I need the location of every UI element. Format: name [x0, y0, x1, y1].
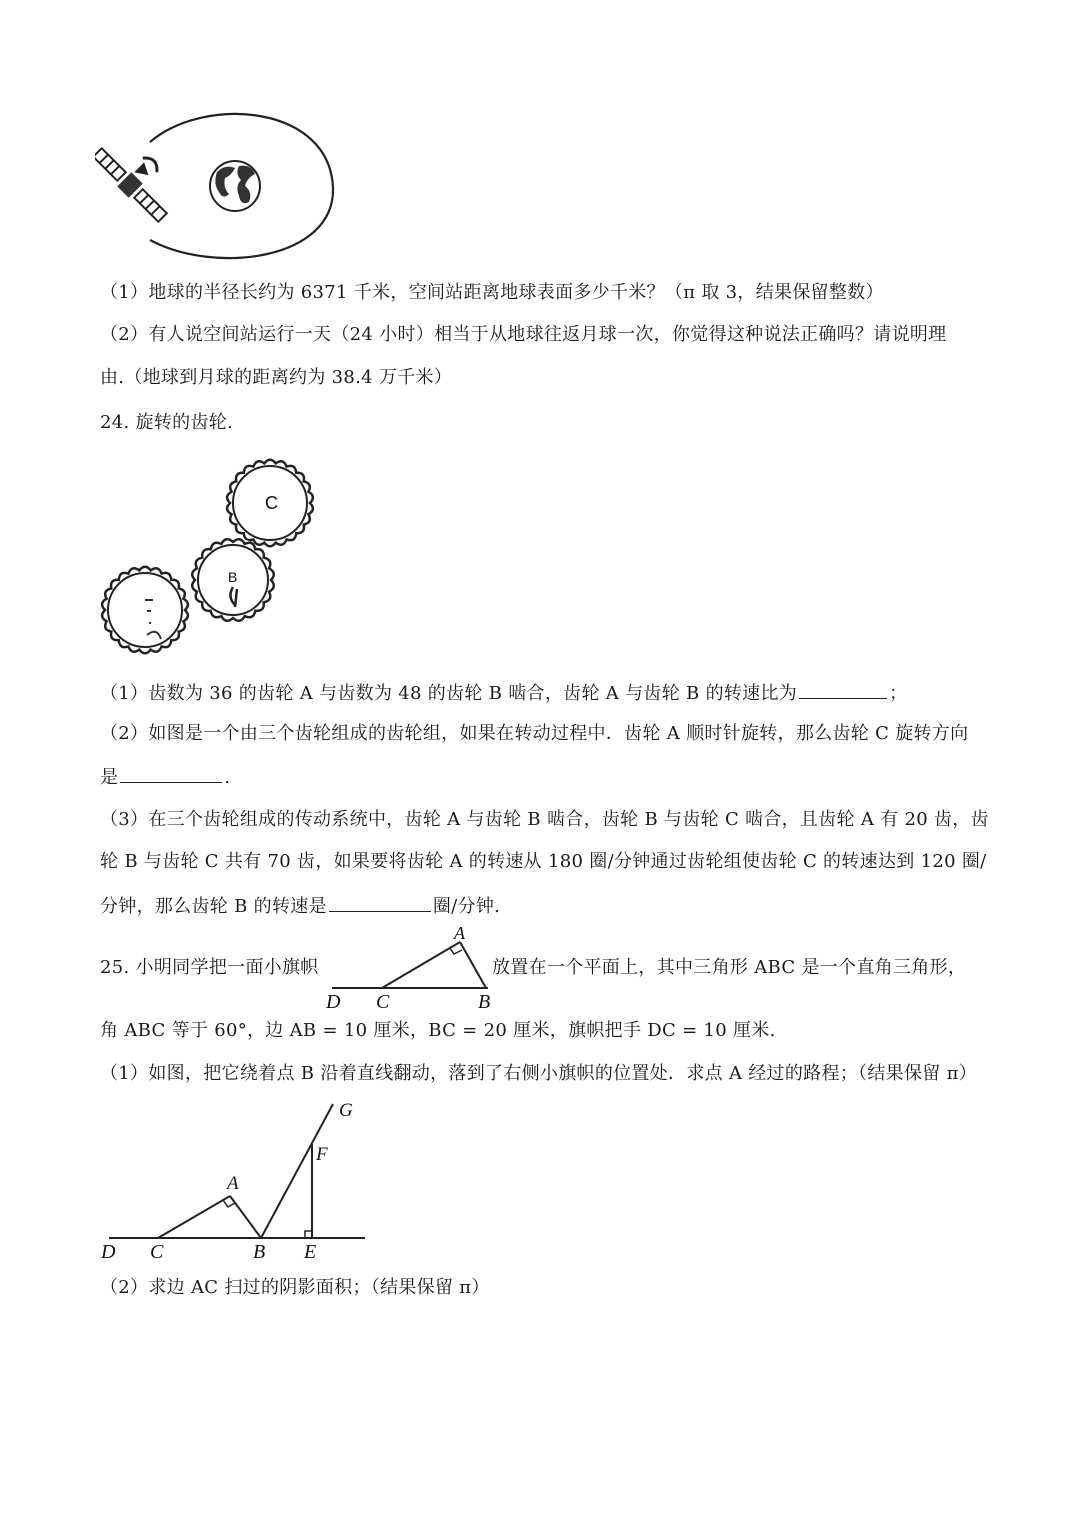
q25-intro-text-2: 放置在一个平面上，其中三角形 ABC 是一个直角三角形，	[492, 957, 967, 978]
q24-part3-line2: 轮 B 与齿轮 C 共有 70 齿，如果要将齿轮 A 的转速从 180 圈/分钟通过齿轮组使齿轮 C 的转速达到 120 圈/	[100, 851, 987, 872]
fig-label-c: C	[150, 1241, 164, 1263]
flag-figure	[320, 922, 500, 1014]
flag-label-b: B	[478, 991, 491, 1013]
q24-part1	[100, 680, 907, 706]
gear-b-label: B	[228, 569, 238, 585]
fig-label-f: F	[316, 1144, 328, 1165]
fig-label-d: D	[101, 1241, 116, 1263]
fig-label-b: B	[253, 1241, 266, 1263]
q25-part2: （2）求边 AC 扫过的阴影面积；（结果保留 π）	[100, 1277, 490, 1298]
flag-label-c: C	[376, 991, 390, 1013]
q24-answer-blank-2[interactable]	[120, 764, 222, 783]
q24-part3-line3	[100, 893, 500, 919]
earth-icon	[210, 161, 260, 211]
fig-label-e: E	[304, 1241, 317, 1263]
gear-a-icon	[101, 566, 189, 654]
satellite-icon	[95, 128, 187, 224]
q24-title: 24. 旋转的齿轮.	[100, 412, 234, 433]
fig-label-a: A	[227, 1173, 239, 1194]
rotation-figure	[95, 1098, 380, 1268]
q23-part2-line1: （2）有人说空间站运行一天（24 小时）相当于从地球往返月球一次，你觉得这种说法正确吗？请说明理	[100, 324, 947, 345]
q23-part2-line2: 由.（地球到月球的距离约为 38.4 万千米）	[100, 367, 453, 388]
q24-part3-end: 圈/分钟.	[432, 896, 501, 917]
q25-intro-text: 25. 小明同学把一面小旗帜	[100, 957, 319, 978]
q24-part2-line2	[100, 764, 230, 790]
q24-part1-end: ；	[889, 683, 908, 704]
q25-part1: （1）如图，把它绕着点 B 沿着直线翻动，落到了右侧小旗帜的位置处．求点 A 经过的路程；（结果保留 π）	[100, 1063, 978, 1084]
gear-c-label: C	[265, 493, 278, 513]
flag-label-d: D	[326, 991, 341, 1013]
q24-part2-line1: （2）如图是一个由三个齿轮组成的齿轮组，如果在转动过程中．齿轮 A 顺时针旋转，那么齿轮 C 旋转方向	[100, 723, 969, 744]
gear-figure	[95, 455, 335, 660]
q24-part2-end: .	[224, 767, 231, 788]
fig-label-g: G	[339, 1100, 353, 1121]
q24-part3-text: 分钟，那么齿轮 B 的转速是	[100, 896, 327, 917]
q24-answer-blank-1[interactable]	[799, 680, 887, 699]
q24-answer-blank-3[interactable]	[329, 893, 431, 912]
q23-part1: （1）地球的半径长约为 6371 千米，空间站距离地球表面多少千米？（π 取 3，结果保留整数）	[100, 282, 884, 303]
q24-part2-text: 是	[100, 767, 119, 788]
flag-label-a: A	[454, 923, 465, 943]
q24-part3-line1: （3）在三个齿轮组成的传动系统中，齿轮 A 与齿轮 B 啮合，齿轮 B 与齿轮 C 啮合，且齿轮 A 有 20 齿，齿	[100, 809, 989, 830]
orbit-figure	[95, 100, 355, 270]
q24-part1-text: （1）齿数为 36 的齿轮 A 与齿数为 48 的齿轮 B 啮合，齿轮 A 与齿轮 B 的转速比为	[100, 683, 798, 704]
q25-given: 角 ABC 等于 60°，边 AB = 10 厘米，BC = 20 厘米，旗帜把手 DC = 10 厘米.	[100, 1020, 776, 1041]
